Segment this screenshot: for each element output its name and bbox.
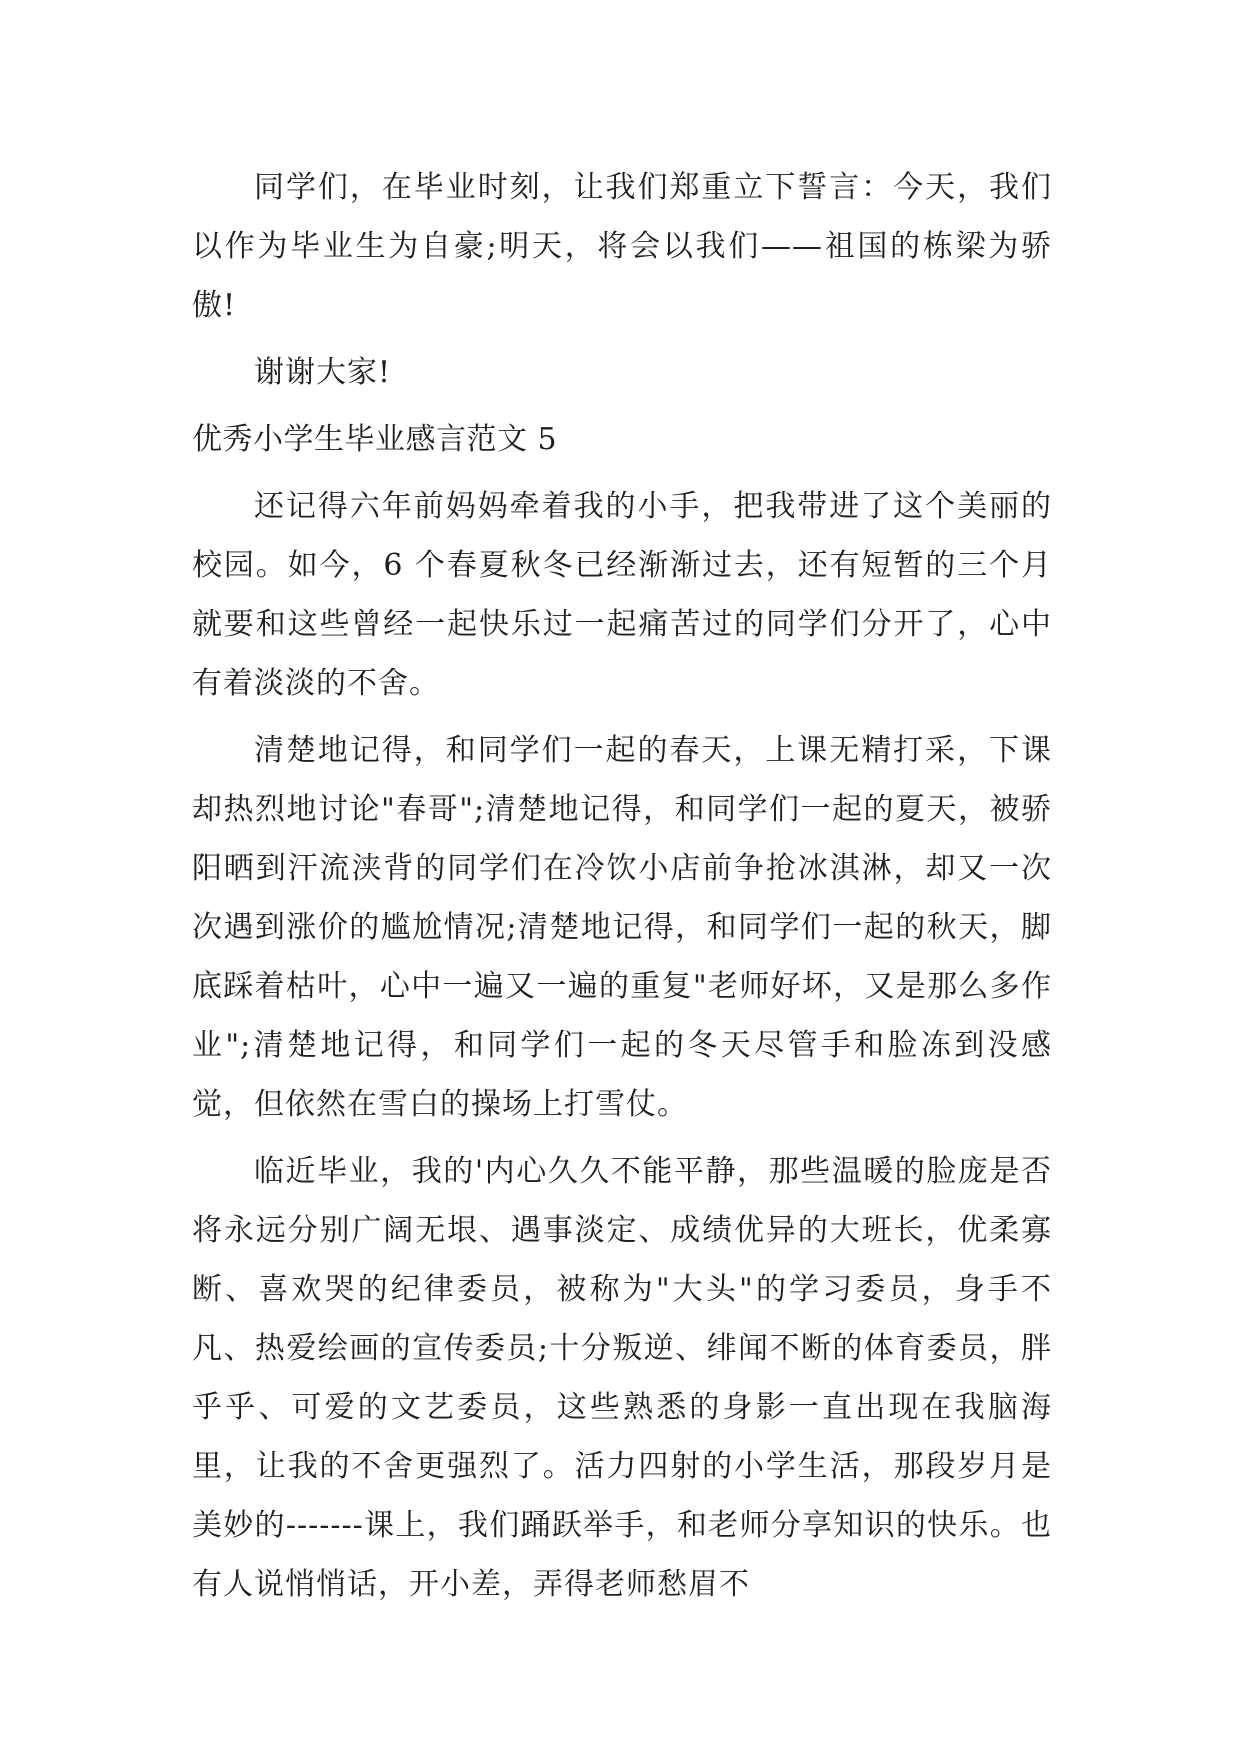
paragraph-oath: 同学们，在毕业时刻，让我们郑重立下誓言：今天，我们以作为毕业生为自豪;明天，将会以我们——祖国的栋梁为骄傲!: [192, 170, 1052, 323]
paragraph-seasons: 清楚地记得，和同学们一起的春天，上课无精打采，下课却热烈地讨论"春哥";清楚地记得，和同学们一起的夏天，被骄阳晒到汗流浃背的同学们在冷饮小店前争抢冰淇淋，却又一次次遇到涨价的尴尬情况;清楚地记得，和同学们一起的秋天，脚底踩着枯叶，心中一遍又一遍的重复"老师好坏，又是那么多作业";清楚地记得，和同学们一起的冬天尽管手和脸冻到没感觉，但依然在雪白的操场上打雪仗。: [192, 733, 1052, 1122]
paragraph-classmates: 临近毕业，我的'内心久久不能平静，那些温暖的脸庞是否将永远分别广阔无垠、遇事淡定、成绩优异的大班长，优柔寡断、喜欢哭的纪律委员，被称为"大头"的学习委员，身手不凡、热爱绘画的宣传委员;十分叛逆、绯闻不断的体育委员，胖乎乎、可爱的文艺委员，这些熟悉的身影一直出现在我脑海里，让我的不舍更强烈了。活力四射的小学生活，那段岁月是美妙的-------课上，我们踊跃举手，和老师分享知识的快乐。也有人说悄悄话，开小差，弄得老师愁眉不: [192, 1154, 1052, 1602]
document-body: [192, 158, 1052, 1622]
section-heading: 优秀小学生毕业感言范文 5: [192, 422, 558, 457]
paragraph-thanks: 谢谢大家!: [254, 355, 392, 390]
paragraph-memory: 还记得六年前妈妈牵着我的小手，把我带进了这个美丽的校园。如今，6 个春夏秋冬已经渐渐过去，还有短暂的三个月就要和这些曾经一起快乐过一起痛苦过的同学们分开了，心中有着淡淡的不舍。: [192, 489, 1052, 701]
